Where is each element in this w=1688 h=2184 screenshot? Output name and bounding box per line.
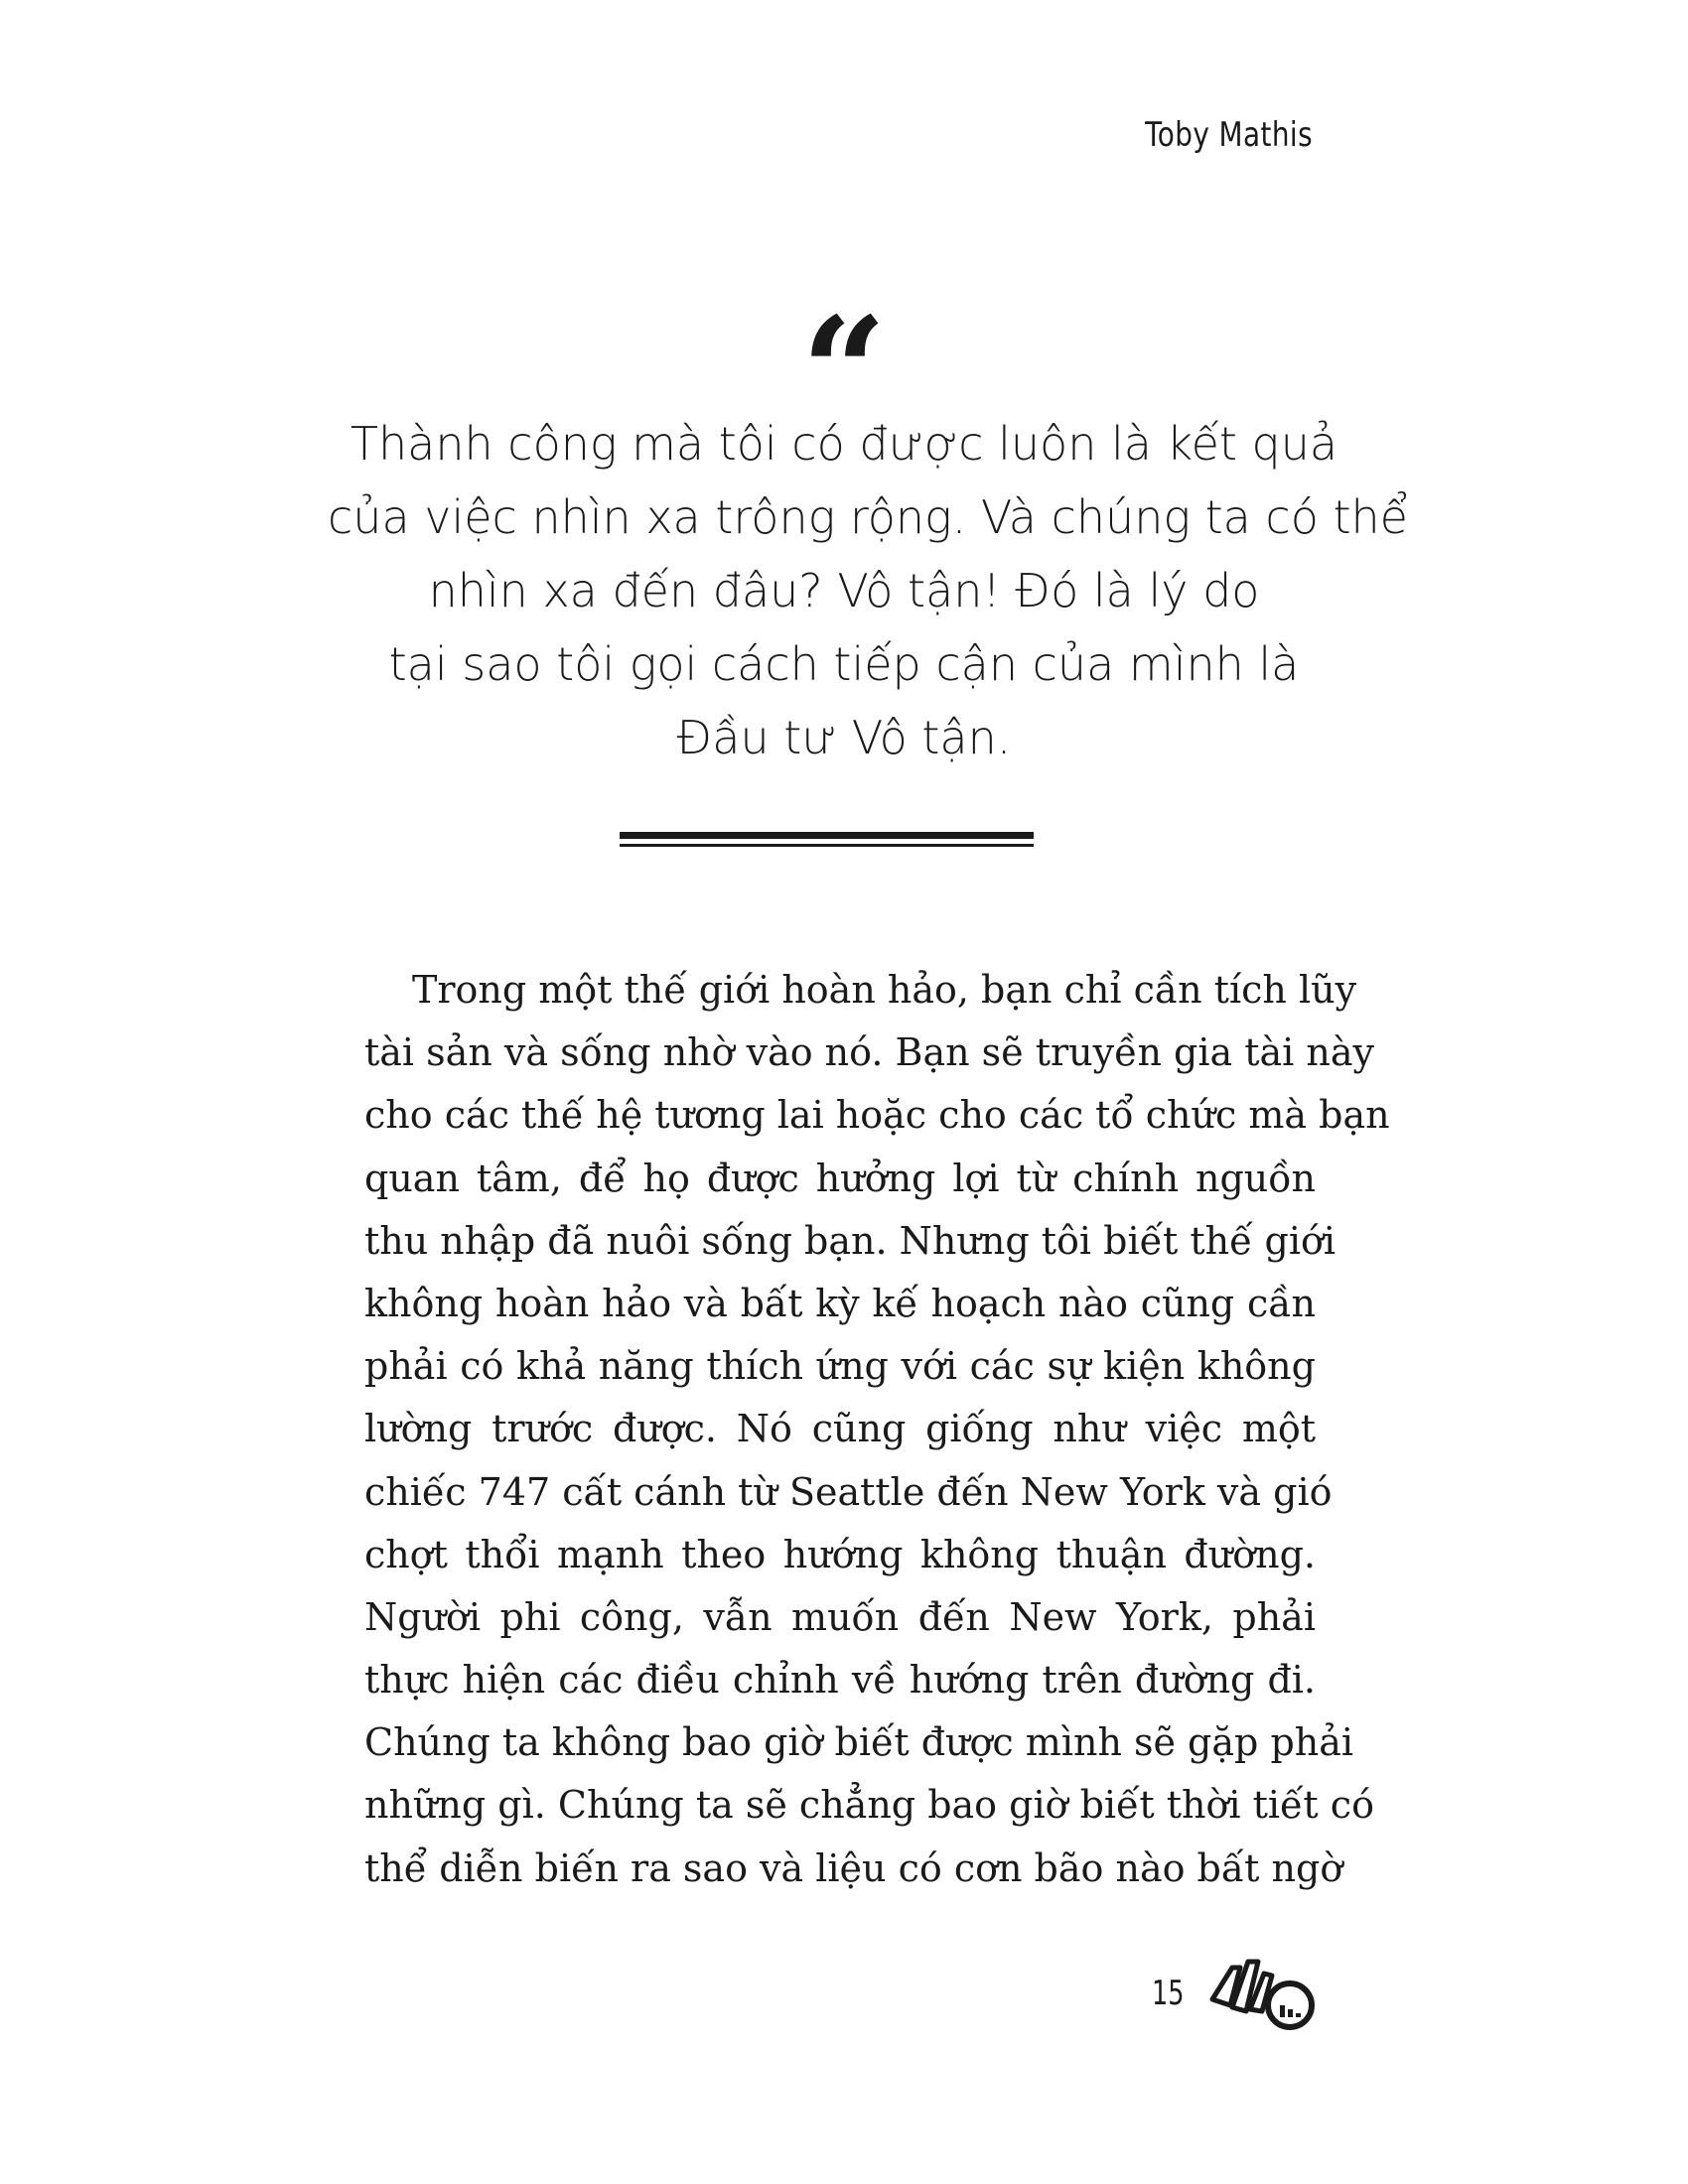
body-line: thể diễn biến ra sao và liệu có cơn bão nào bất ngờ — [364, 1845, 1343, 1890]
divider-thick-rule — [620, 832, 1034, 839]
pull-quote-line: Thành công mà tôi có được luôn là kết quả — [350, 417, 1338, 471]
pull-quote — [328, 407, 1408, 774]
body-line: phải có khả năng thích ứng với các sự kiện không — [364, 1344, 1316, 1389]
body-line: tài sản và sống nhờ vào nó. Bạn sẽ truyền gia tài này — [364, 1030, 1375, 1075]
body-line: không hoàn hảo và bất kỳ kế hoạch nào cũng cần — [364, 1281, 1316, 1325]
body-paragraph — [364, 959, 1390, 1900]
quote-mark-icon: “ — [800, 285, 888, 460]
body-line: Chúng ta không bao giờ biết được mình sẽ gặp phải — [364, 1720, 1354, 1765]
running-header-author: Toby Mathis — [1145, 115, 1313, 155]
page-number: 15 — [1152, 1974, 1185, 2013]
pull-quote-line: của việc nhìn xa trông rộng. Và chúng ta có thể — [328, 490, 1408, 544]
divider-thin-rule — [620, 844, 1034, 847]
body-line: Trong một thế giới hoàn hảo, bạn chỉ cần tích lũy — [412, 968, 1357, 1012]
body-line: cho các thế hệ tương lai hoặc cho các tổ chức mà bạn — [364, 1093, 1390, 1138]
infinity-investing-logo-icon — [1206, 1954, 1326, 2033]
body-line: chợt thổi mạnh theo hướng không thuận đường. — [364, 1532, 1316, 1576]
pull-quote-line: tại sao tôi gọi cách tiếp cận của mình là — [388, 637, 1300, 691]
pull-quote-line: Đầu tư Vô tận. — [676, 711, 1012, 764]
body-line: những gì. Chúng ta sẽ chẳng bao giờ biết thời tiết có — [364, 1783, 1374, 1828]
body-line: thu nhập đã nuôi sống bạn. Nhưng tôi biết thế giới — [364, 1218, 1336, 1263]
body-line: lường trước được. Nó cũng giống như việc một — [364, 1407, 1316, 1451]
body-line: quan tâm, để họ được hưởng lợi từ chính nguồn — [364, 1156, 1316, 1200]
body-line: thực hiện các điều chỉnh về hướng trên đường đi. — [364, 1658, 1316, 1703]
body-line: Người phi công, vẫn muốn đến New York, phải — [364, 1594, 1316, 1639]
quote-divider — [620, 832, 1034, 852]
pull-quote-line: nhìn xa đến đâu? Vô tận! Đó là lý do — [428, 564, 1260, 617]
body-line: chiếc 747 cất cánh từ Seattle đến New York và gió — [364, 1469, 1333, 1514]
